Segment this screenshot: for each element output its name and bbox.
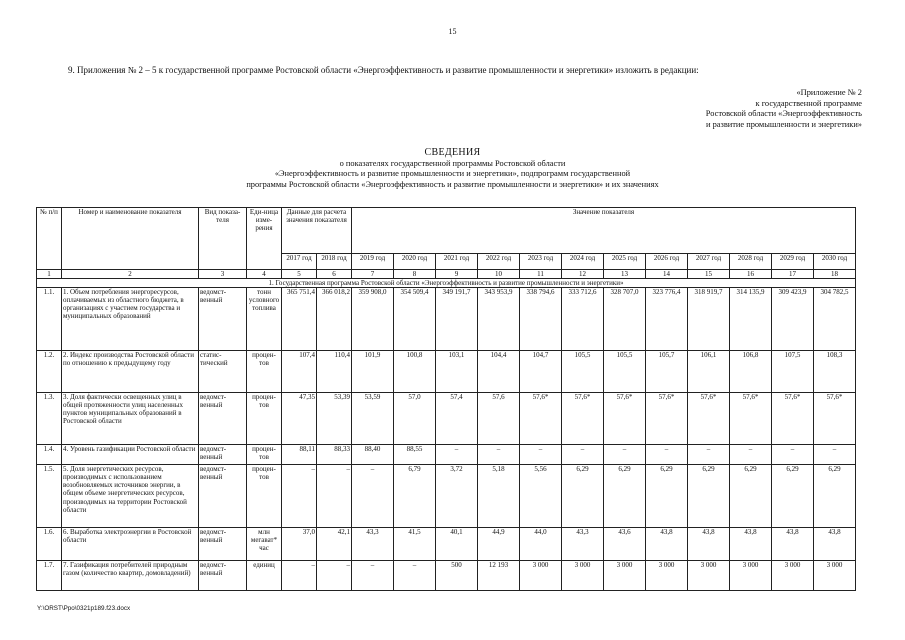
value-cell: – [352,465,394,528]
value-cell: 12 193 [478,561,520,591]
row-number: 1.2. [37,351,62,393]
value-cell: 318 919,7 [688,288,730,351]
column-number: 17 [772,270,814,279]
value-cell: 57,6* [688,393,730,445]
value-cell: – [562,445,604,465]
column-number: 18 [814,270,856,279]
indicator-name: 7. Газификация потребителей природным газом (количество квартир, домовладений) [62,561,199,591]
indicator-name: 6. Выработка электроэнергии в Ростовской области [62,528,199,561]
value-cell: 6,79 [394,465,436,528]
header-unit: Еди-ница изме-рения [247,208,282,270]
value-cell: 5,18 [478,465,520,528]
value-cell: 6,29 [688,465,730,528]
value-cell: – [282,561,317,591]
year-header: 2028 год [730,254,772,270]
value-cell: 365 751,4 [282,288,317,351]
appendix-line: к государственной программе [755,98,862,108]
value-cell: 105,5 [562,351,604,393]
value-cell: 359 908,0 [352,288,394,351]
column-number: 7 [352,270,394,279]
heading-line: «Энергоэффективность и развитие промышленности и энергетики», подпрограмм государственной [274,169,631,178]
appendix-label [602,88,862,131]
value-cell: 57,6* [772,393,814,445]
column-number: 2 [62,270,199,279]
value-cell: – [282,465,317,528]
value-cell: – [478,445,520,465]
value-cell: 57,6* [520,393,562,445]
row-number: 1.6. [37,528,62,561]
row-number: 1.5. [37,465,62,528]
year-header: 2030 год [814,254,856,270]
indicator-type: ведомст-венный [199,445,247,465]
value-cell: 6,29 [814,465,856,528]
value-cell: 328 707,0 [604,288,646,351]
value-cell: 44,9 [478,528,520,561]
value-cell: 88,40 [352,445,394,465]
value-cell: 104,7 [520,351,562,393]
value-cell: 53,59 [352,393,394,445]
value-cell: – [520,445,562,465]
year-header: 2023 год [520,254,562,270]
indicator-unit: процен-тов [247,465,282,528]
value-cell: 103,1 [436,351,478,393]
value-cell: 5,56 [520,465,562,528]
value-cell: – [394,561,436,591]
value-cell: – [317,561,352,591]
header-name: Номер и наименование показателя [62,208,199,270]
value-cell: 333 712,6 [562,288,604,351]
value-cell: 6,29 [772,465,814,528]
value-cell: 3 000 [562,561,604,591]
column-number: 15 [688,270,730,279]
value-cell: 107,4 [282,351,317,393]
value-cell: 57,6* [730,393,772,445]
value-cell: 88,11 [282,445,317,465]
indicator-type: ведомст-венный [199,465,247,528]
value-cell: 43,8 [730,528,772,561]
column-number: 9 [436,270,478,279]
appendix-line: «Приложение № 2 [796,88,862,97]
table-row [37,465,856,528]
value-cell: 500 [436,561,478,591]
column-number: 11 [520,270,562,279]
year-header: 2029 год [772,254,814,270]
column-number: 8 [394,270,436,279]
column-number: 14 [646,270,688,279]
value-cell: 349 191,7 [436,288,478,351]
value-cell: 3,72 [436,465,478,528]
column-number: 3 [199,270,247,279]
value-cell: 57,0 [394,393,436,445]
section-title: 1. Государственная программа Ростовской области «Энергоэффективность и развитие промышленности и энергетики» [37,279,856,288]
indicator-unit: процен-тов [247,393,282,445]
column-number: 1 [37,270,62,279]
page-number: 15 [448,27,457,36]
value-cell: 105,7 [646,351,688,393]
value-cell: – [436,445,478,465]
value-cell: 3 000 [646,561,688,591]
year-header: 2020 год [394,254,436,270]
value-cell: 107,5 [772,351,814,393]
row-number: 1.1. [37,288,62,351]
value-cell: – [730,445,772,465]
header-type: Вид показа-теля [199,208,247,270]
indicator-name: 2. Индекс производства Ростовской области по отношению к предыдущему году [62,351,199,393]
value-cell: 47,35 [282,393,317,445]
value-cell: 338 794,6 [520,288,562,351]
row-number: 1.3. [37,393,62,445]
year-header: 2022 год [478,254,520,270]
value-cell: 108,3 [814,351,856,393]
table-row [37,351,856,393]
value-cell: – [646,445,688,465]
indicator-type: ведомст-венный [199,528,247,561]
column-numbers-row [37,270,856,279]
indicators-table [36,207,856,591]
value-cell: 43,8 [814,528,856,561]
year-header: 2024 год [562,254,604,270]
value-cell: 3 000 [814,561,856,591]
table-row [37,393,856,445]
value-cell: 314 135,9 [730,288,772,351]
intro-paragraph: 9. Приложения № 2 – 5 к государственной программе Ростовской области «Энергоэффективность и развитие промышленности и энергетики» изложить в редакции: [68,65,699,75]
indicator-name: 5. Доля энергетических ресурсов, производимых с использованием возобновляемых источников энергии, в общем объеме энергетических ресурсов, производимых на территории Ростовской области [62,465,199,528]
year-header: 2025 год [604,254,646,270]
value-cell: 104,4 [478,351,520,393]
indicator-unit: млн мегават* час [247,528,282,561]
value-cell: 43,8 [688,528,730,561]
value-cell: 88,55 [394,445,436,465]
table-row [37,288,856,351]
heading-line: программы Ростовской области «Энергоэффективность и развитие промышленности и энергетики» и их значениях [246,179,659,189]
value-cell: 43,6 [604,528,646,561]
document-heading [0,148,905,190]
value-cell: 53,39 [317,393,352,445]
column-number: 10 [478,270,520,279]
value-cell: 106,8 [730,351,772,393]
header-base: Данные для расчета значения показателя [282,208,352,254]
indicator-name: 4. Уровень газификации Ростовской области [62,445,199,465]
value-cell: 3 000 [520,561,562,591]
column-number: 6 [317,270,352,279]
value-cell: – [352,561,394,591]
table-row [37,561,856,591]
file-path-footer: Y:\ORST\Ppo\0321p189.f23.docx [37,605,131,612]
value-cell: 43,8 [772,528,814,561]
value-cell: 366 018,2 [317,288,352,351]
year-header: 2019 год [352,254,394,270]
value-cell: – [317,465,352,528]
value-cell: 100,8 [394,351,436,393]
value-cell: 57,6* [646,393,688,445]
value-cell: 57,4 [436,393,478,445]
appendix-line: Ростовской области «Энергоэффективность [705,109,862,119]
year-header: 2017 год [282,254,317,270]
column-number: 4 [247,270,282,279]
value-cell: 105,5 [604,351,646,393]
value-cell: 37,0 [282,528,317,561]
heading-title: СВЕДЕНИЯ [424,147,481,158]
column-number: 12 [562,270,604,279]
value-cell: 42,1 [317,528,352,561]
value-cell: 6,29 [646,465,688,528]
column-number: 13 [604,270,646,279]
value-cell: 57,6* [604,393,646,445]
value-cell: 6,29 [730,465,772,528]
year-header: 2026 год [646,254,688,270]
value-cell: – [772,445,814,465]
year-header: 2018 год [317,254,352,270]
row-number: 1.4. [37,445,62,465]
value-cell: 44,0 [520,528,562,561]
header-num: № п/п [37,208,62,270]
table-row [37,528,856,561]
year-header: 2021 год [436,254,478,270]
value-cell: – [604,445,646,465]
table-row [37,445,856,465]
indicator-type: ведомст-венный [199,288,247,351]
value-cell: 40,1 [436,528,478,561]
header-values: Значение показателя [352,208,856,254]
indicator-unit: процен-тов [247,445,282,465]
indicator-type: статис-тический [199,351,247,393]
value-cell: 6,29 [562,465,604,528]
value-cell: 88,33 [317,445,352,465]
value-cell: 3 000 [688,561,730,591]
value-cell: – [814,445,856,465]
indicator-name: 3. Доля фактически освещенных улиц в общей протяженности улиц населенных пунктов муниципальных образований в Ростовской области [62,393,199,445]
value-cell: 3 000 [772,561,814,591]
indicator-unit: процен-тов [247,351,282,393]
value-cell: 304 782,5 [814,288,856,351]
value-cell: – [688,445,730,465]
value-cell: 101,9 [352,351,394,393]
column-number: 16 [730,270,772,279]
value-cell: 323 776,4 [646,288,688,351]
value-cell: 3 000 [730,561,772,591]
indicator-unit: единиц [247,561,282,591]
value-cell: 43,8 [646,528,688,561]
row-number: 1.7. [37,561,62,591]
indicator-type: ведомст-венный [199,561,247,591]
heading-line: о показателях государственной программы Ростовской области [339,158,566,168]
indicator-name: 1. Объем потребления энергоресурсов, оплачиваемых из областного бюджета, в организациях с участием государства и муниципальных образований [62,288,199,351]
value-cell: 343 953,9 [478,288,520,351]
year-header: 2027 год [688,254,730,270]
value-cell: 6,29 [604,465,646,528]
value-cell: 106,1 [688,351,730,393]
appendix-line: и развитие промышленности и энергетики» [706,120,862,130]
indicator-unit: тонн условного топлива [247,288,282,351]
value-cell: 57,6* [814,393,856,445]
value-cell: 41,5 [394,528,436,561]
indicator-type: ведомст-венный [199,393,247,445]
value-cell: 110,4 [317,351,352,393]
value-cell: 3 000 [604,561,646,591]
value-cell: 43,3 [352,528,394,561]
value-cell: 309 423,9 [772,288,814,351]
value-cell: 43,3 [562,528,604,561]
value-cell: 57,6 [478,393,520,445]
column-number: 5 [282,270,317,279]
value-cell: 354 509,4 [394,288,436,351]
value-cell: 57,6* [562,393,604,445]
